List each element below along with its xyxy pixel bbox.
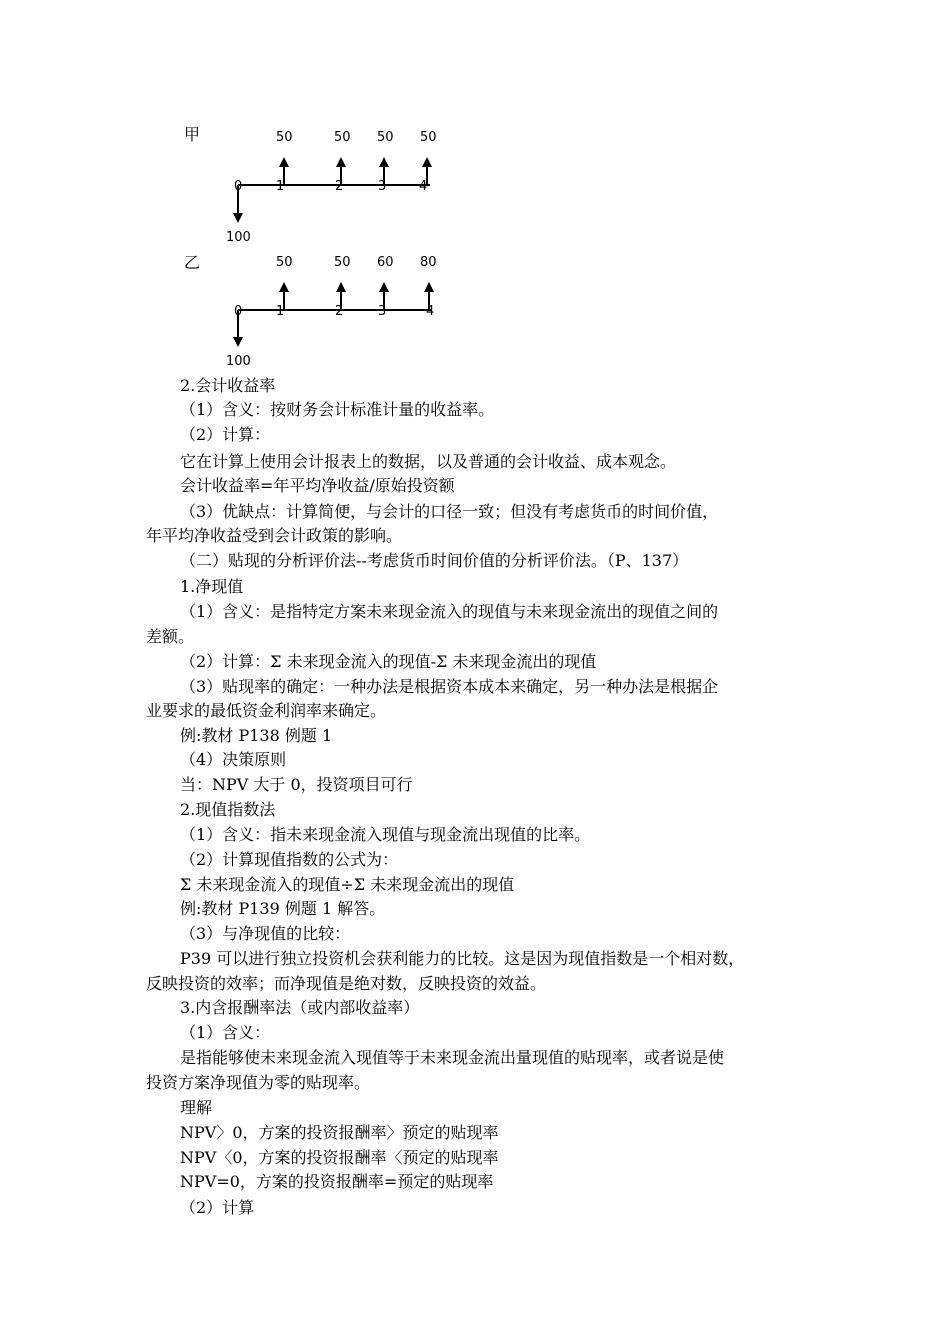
text-line: 会计收益率=年平均净收益/原始投资额 xyxy=(180,476,455,495)
text-line: （1）含义： xyxy=(180,1023,271,1042)
diagram-b-period: 3 xyxy=(378,304,387,319)
diagram-a-period: 1 xyxy=(276,179,285,194)
diagram-a-inflow-value: 50 xyxy=(420,130,437,145)
text-line: （1）含义：指未来现金流入现值与现金流出现值的比率。 xyxy=(180,825,591,844)
text-line: NPV〈0，方案的投资报酬率〈预定的贴现率 xyxy=(180,1148,499,1167)
diagram-b-inflow-value: 50 xyxy=(276,255,293,270)
diagram-a-label: 甲 xyxy=(184,125,201,144)
diagram-b-inflow-value: 60 xyxy=(377,255,394,270)
text-line: 理解 xyxy=(180,1098,213,1117)
diagram-b-inflow-value: 80 xyxy=(420,255,437,270)
diagram-a-period: 2 xyxy=(335,179,344,194)
text-line: 例:教材 P139 例题 1 解答。 xyxy=(180,899,386,918)
diagram-b-period: 2 xyxy=(335,304,344,319)
heading-irr: 3.内含报酬率法（或内部收益率） xyxy=(180,998,420,1017)
text-line: （2）计算：Σ 未来现金流入的现值-Σ 未来现金流出的现值 xyxy=(180,652,597,671)
text-line: 反映投资的效率；而净现值是绝对数，反映投资的效益。 xyxy=(146,974,547,993)
diagram-b-period: 1 xyxy=(276,304,285,319)
diagram-a-period: 0 xyxy=(234,179,243,194)
text-line: （2）计算现值指数的公式为： xyxy=(180,850,399,869)
heading-pvi: 2.现值指数法 xyxy=(180,800,276,819)
text-line: 是指能够使未来现金流入现值等于未来现金流出量现值的贴现率，或者说是使 xyxy=(180,1048,725,1067)
text-line: 它在计算上使用会计报表上的数据，以及普通的会计收益、成本观念。 xyxy=(180,452,677,471)
text-line: 投资方案净现值为零的贴现率。 xyxy=(146,1073,371,1092)
text-line: 年平均净收益受到会计政策的影响。 xyxy=(146,526,403,545)
text-line: （4）决策原则 xyxy=(180,750,287,769)
diagram-b-period: 4 xyxy=(426,304,435,319)
text-line: 当：NPV 大于 0，投资项目可行 xyxy=(180,775,413,794)
text-line: （2）计算 xyxy=(180,1198,255,1217)
cash-flow-diagrams xyxy=(150,110,470,380)
text-line: （1）含义：按财务会计标准计量的收益率。 xyxy=(180,400,495,419)
text-line: NPV=0，方案的投资报酬率=预定的贴现率 xyxy=(180,1172,494,1191)
text-line: NPV〉0，方案的投资报酬率〉预定的贴现率 xyxy=(180,1123,499,1142)
text-line: （3）贴现率的确定：一种办法是根据资本成本来确定，另一种办法是根据企 xyxy=(180,677,719,696)
text-line: Σ 未来现金流入的现值÷Σ 未来现金流出的现值 xyxy=(180,875,515,894)
text-line: （1）含义：是指特定方案未来现金流入的现值与未来现金流出的现值之间的 xyxy=(180,602,719,621)
text-line: （3）与净现值的比较： xyxy=(180,924,351,943)
cash-flow-svg xyxy=(150,110,470,380)
text-line: （3）优缺点：计算简便，与会计的口径一致；但没有考虑货币的时间价值， xyxy=(180,502,719,521)
heading-npv: 1.净现值 xyxy=(180,577,244,596)
diagram-a-period: 4 xyxy=(419,179,428,194)
diagram-b-outflow-value: 100 xyxy=(226,354,251,369)
diagram-a-period: 3 xyxy=(378,179,387,194)
text-line: P39 可以进行独立投资机会获利能力的比较。这是因为现值指数是一个相对数， xyxy=(180,949,745,968)
diagram-b xyxy=(184,253,437,369)
section-heading: （二）贴现的分析评价法--考虑货币时间价值的分析评价法。（P、137） xyxy=(180,551,689,570)
heading-accounting-return-rate: 2.会计收益率 xyxy=(180,376,276,395)
diagram-a-outflow-value: 100 xyxy=(226,230,251,245)
text-line: 差额。 xyxy=(146,627,195,646)
diagram-a-inflow-value: 50 xyxy=(276,130,293,145)
diagram-a-inflow-value: 50 xyxy=(377,130,394,145)
diagram-a-inflow-value: 50 xyxy=(334,130,351,145)
diagram-b-period: 0 xyxy=(234,304,243,319)
diagram-a xyxy=(184,125,437,245)
text-line: （2）计算： xyxy=(180,425,271,444)
diagram-b-label: 乙 xyxy=(184,253,201,272)
diagram-b-inflow-value: 50 xyxy=(334,255,351,270)
text-line: 例:教材 P138 例题 1 xyxy=(180,726,333,745)
text-line: 业要求的最低资金利润率来确定。 xyxy=(146,701,387,720)
